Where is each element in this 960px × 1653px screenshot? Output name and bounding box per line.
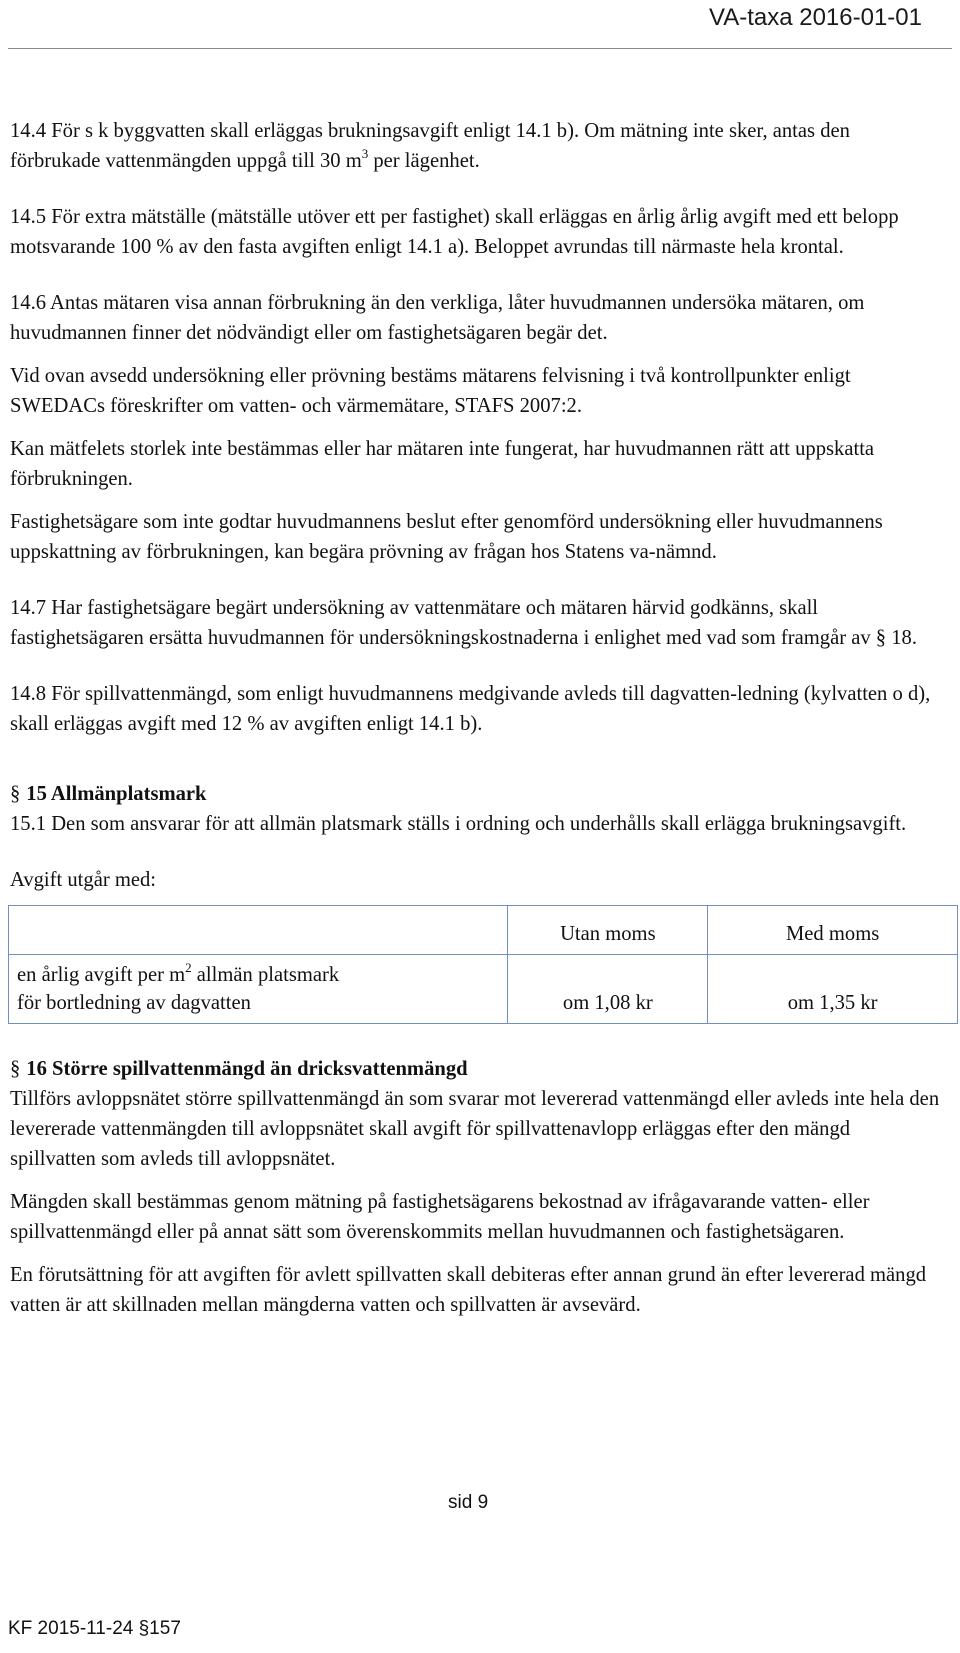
footer-reference: KF 2015-11-24 §157: [8, 1618, 181, 1639]
paragraph-16-3: En förutsättning för att avgiften för avlett spillvatten skall debiteras efter annan grund än efter levererad mängd vatten är att skillnaden mellan mängderna vatten och spillvatten är avsevärd.: [10, 1264, 927, 1316]
col-with-vat: Med moms: [708, 906, 958, 955]
page-number: sid 9: [448, 1492, 489, 1513]
document-body: [10, 116, 940, 1333]
fee-row-label: en årlig avgift per $m^2$ allmän platsmark för bortledning av dagvatten: [9, 955, 508, 1024]
col-without-vat: Utan moms: [508, 906, 708, 955]
value-without-vat: om 1,08 kr: [508, 955, 708, 1024]
fee-table: [8, 905, 958, 1024]
paragraph-14-6-b: Vid ovan avsedd undersökning eller prövning bestäms mätarens felvisning i två kontrollpunkter enligt SWEDACs föreskrifter om vatten- och värmemätare, STAFS 2007:2.: [10, 365, 851, 417]
section-16-heading: § 16 Större spillvattenmängd än dricksvattenmängd: [10, 1058, 468, 1080]
fee-table-row: [9, 955, 958, 1024]
superscript-3: 3: [361, 146, 369, 161]
section-symbol: §: [10, 783, 21, 805]
paragraph-14-8: 14.8 För spillvattenmängd, som enligt huvudmannens medgivande avleds till dagvatten-ledning (kylvatten o d), skall erläggas avgift med 12 % av avgiften enligt 14.1 b).: [10, 683, 931, 735]
paragraph-14-4: 14.4 För s k byggvatten skall erläggas brukningsavgift enligt 14.1 b). Om mätning inte sker, antas den förbrukade vattenmängden uppgå till 30 $m^3$ per lägenhet.: [10, 120, 850, 172]
paragraph-14-5: 14.5 För extra mätställe (mätställe utöver ett per fastighet) skall erläggas en årlig årlig avgift med ett belopp motsvarande 100 % av den fasta avgiften enligt 14.1 a). Beloppet avrundas till närmaste hela krontal.: [10, 206, 899, 258]
paragraph-15-1: 15.1 Den som ansvarar för att allmän platsmark ställs i ordning och underhålls skall erlägga brukningsavgift.: [10, 813, 907, 835]
fee-table-empty-cell: [9, 906, 508, 955]
fee-intro: Avgift utgår med:: [10, 869, 157, 891]
section-15-heading: § 15 Allmänplatsmark: [10, 783, 207, 805]
header-divider: [8, 48, 952, 49]
section-symbol: §: [10, 1058, 21, 1080]
paragraph-14-6: 14.6 Antas mätaren visa annan förbrukning än den verkliga, låter huvudmannen undersöka mätaren, om huvudmannen finner det nödvändigt eller om fastighetsägaren begär det.: [10, 292, 865, 344]
paragraph-16-2: Mängden skall bestämmas genom mätning på fastighetsägarens bekostnad av ifrågavarande vatten- eller spillvattenmängd eller på annat sätt som överenskommits mellan huvudmannen och fastighetsägaren.: [10, 1191, 870, 1243]
paragraph-16-1: Tillförs avloppsnätet större spillvattenmängd än som svarar mot levererad vattenmängd eller avleds inte hela den levererade vattenmängden till avloppsnätet skall avgift för spillvattenavlopp erläggas efter den mängd spillvatten som avleds till avloppsnätet.: [10, 1088, 940, 1170]
paragraph-14-6-c: Kan mätfelets storlek inte bestämmas eller har mätaren inte fungerat, har huvudmannen rätt att uppskatta förbrukningen.: [10, 438, 875, 490]
value-with-vat: om 1,35 kr: [708, 955, 958, 1024]
paragraph-14-7: 14.7 Har fastighetsägare begärt undersökning av vattenmätare och mätaren härvid godkänns, skall fastighetsägaren ersätta huvudmannen för undersökningskostnaderna i enlighet med vad som framgår av § 18.: [10, 597, 917, 649]
fee-table-header-row: [9, 906, 958, 955]
superscript-2: 2: [185, 960, 192, 975]
document-header: VA-taxa 2016-01-01: [708, 4, 922, 31]
paragraph-14-6-d: Fastighetsägare som inte godtar huvudmannens beslut efter genomförd undersökning eller huvudmannens uppskattning av förbrukningen, kan begära prövning av frågan hos Statens va-nämnd.: [10, 511, 883, 563]
